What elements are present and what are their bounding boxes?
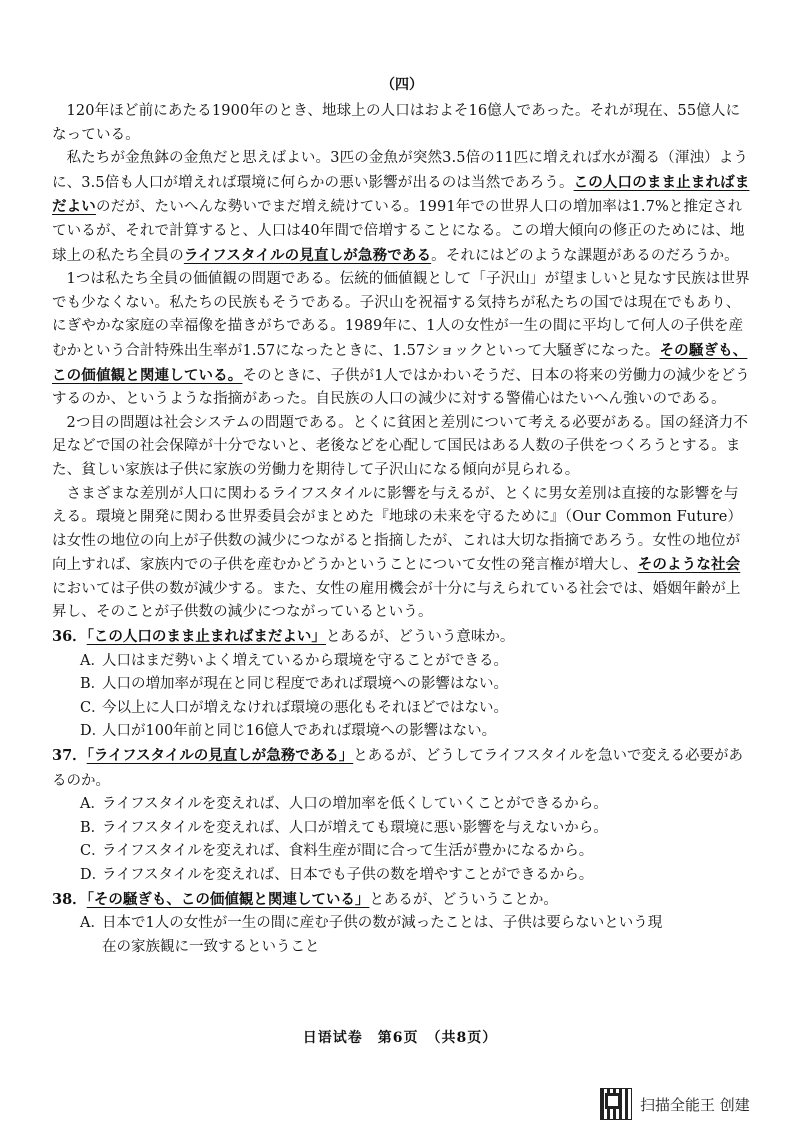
page-footer: 日语试卷 第6页 （共8页） (302, 1030, 498, 1046)
question-text: とあるが、どうしてライフスタイルを急いで変える必要があるのか。 (52, 748, 743, 789)
option-text: ライフスタイルを変えれば、人口の増加率を低くしていくことができるから。 (102, 796, 608, 813)
option-b[interactable] (52, 817, 752, 841)
question-37 (52, 744, 752, 888)
option-c[interactable] (52, 697, 752, 721)
paragraph-3 (52, 268, 752, 412)
paragraph-3-text-b: そのときに、子供が1人ではかわいそうだ、日本の将来の労働力の減少をどうするのか、というような指摘があった。自民族の人口の減少に対する警備心はたいへん強いのである。 (52, 367, 750, 408)
question-text: とあるが、どういう意味か。 (325, 629, 515, 646)
underline-phrase-2: ライフスタイルの見直しが急務である (183, 246, 432, 264)
option-label: A． (80, 652, 105, 669)
option-d[interactable] (52, 864, 752, 888)
underline-phrase-1: この人口のまま止まればまだよい (52, 173, 750, 216)
option-label: C． (80, 843, 106, 860)
option-text: 人口が100年前と同じ16億人であれば環境への影響はない。 (102, 723, 497, 740)
option-a-continued: 在の家族観に一致するということ (102, 938, 320, 955)
question-quote: 「その騒ぎも、この価値観と関連している」 (86, 890, 370, 908)
option-c[interactable] (52, 840, 752, 864)
option-text: 今以上に人口が増えなければ環境の悪化もそれほどではない。 (102, 699, 508, 716)
paragraph-3-text-a: 1つは私たち全員の価値観の問題である。伝統的価値観として「子沢山」が望ましいと見なす民族は世界でも少なくない。私たちの民族もそうである。子沢山を祝福する気持ちが私たちの国では現在でもあり、にぎやかな家庭の幸福像を描きがちである。1989年に、1人の女性が一生の間に平均して何人の子供を産むかという合計特殊出生率が1.57になったときに、1.57ショックといって大騒ぎになった。 (52, 271, 750, 359)
scanner-watermark (600, 1088, 750, 1120)
underline-phrase-3: その騒ぎも、この価値観と関連している。 (52, 341, 748, 384)
question-quote: 「この人口のまま止まればまだよい」 (86, 628, 326, 646)
option-label: C． (80, 699, 106, 716)
question-number: 36． (52, 628, 87, 646)
question-number: 37． (52, 747, 87, 765)
question-38 (52, 888, 752, 960)
section-title: （四） (381, 77, 423, 93)
paragraph-4 (52, 412, 752, 483)
question-text: とあるが、どういうことか。 (369, 891, 558, 908)
option-a[interactable] (52, 650, 752, 674)
question-stem (52, 744, 752, 793)
question-number: 38． (52, 890, 87, 908)
paragraph-2-text-a: 私たちが金魚鉢の金魚だと思えばよい。3匹の金魚が突然3.5倍の11匹に増えれば水が濁る（渾浊）ように、3.5倍も人口が増えれば環境に何らかの悪い影響が出るのは当然であろう。 (52, 150, 749, 191)
qr-code-icon (600, 1088, 632, 1120)
paragraph-2-text-c: 。それにはどのような課題があるのだろうか。 (431, 247, 739, 264)
option-text: ライフスタイルを変えれば、人口が増えても環境に悪い影響を与えないから。 (102, 819, 608, 836)
option-text: ライフスタイルを変えれば、日本でも子供の数を増やすことができるから。 (102, 867, 594, 883)
option-text: 人口はまだ勢いよく増えているから環境を守ることができる。 (102, 652, 508, 669)
paragraph-5 (52, 483, 752, 626)
paragraph-2-text-b: のだが、たいへんな勢いでまだ増え続けている。1991年での世界人口の増加率は1.7%と推定されているが、それで計算すると、人口は40年間で倍増することになる。この増大傾向の修正のためには、地球上の私たち全員の (52, 199, 745, 264)
paragraph-2 (52, 147, 752, 268)
option-a[interactable] (52, 793, 752, 817)
option-label: A． (80, 796, 105, 813)
question-quote: 「ライフスタイルの見直しが急務である」 (86, 747, 354, 765)
option-text: 人口の増加率が現在と同じ程度であれば環境への影響はない。 (102, 676, 508, 693)
watermark-text: 扫描全能王 创建 (640, 1095, 750, 1114)
question-36 (52, 625, 752, 744)
option-a[interactable] (52, 912, 752, 936)
option-label: D． (80, 867, 107, 883)
option-b[interactable] (52, 673, 752, 697)
option-label: B． (80, 819, 106, 836)
underline-phrase-4: そのような社会 (637, 556, 741, 574)
question-stem (52, 888, 752, 913)
option-label: B． (80, 676, 106, 693)
paragraph-4-text: 2つ目の問題は社会システムの問題である。とくに貧困と差別について考える必要がある。国の経済力不足などで国の社会保障が十分でないと、老後などを心配して国民はある人数の子供をつくろうとする。また、貧しい家族は子供に家族の労働力を期待して子沢山になる傾向が見られる。 (52, 414, 749, 478)
option-text: 日本で1人の女性が一生の間に産む子供の数が減ったことは、子供は要らないという現 (102, 915, 663, 932)
option-text: ライフスタイルを変えれば、食料生産が間に合って生活が豊かになるから。 (102, 843, 594, 860)
paragraph-1-text: 120年ほど前にあたる1900年のとき、地球上の人口はおよそ16億人であった。それが現在、55億人になっている。 (52, 103, 741, 143)
option-label: A． (80, 915, 105, 932)
paragraph-1 (52, 100, 752, 147)
exam-page (52, 74, 752, 959)
paragraph-5-text-b: においては子供の数が減少する。また、女性の雇用機会が十分に与えられている社会では、婚姻年齢が上昇し、そのことが子供数の減少につながっているという。 (52, 580, 741, 621)
option-d[interactable] (52, 720, 752, 744)
option-label: D． (80, 723, 107, 740)
paragraph-5-text-a: さまざまな差別が人口に関わるライフスタイルに影響を与えるが、とくに男女差別は直接的な影響を与える。環境と開発に関わる世界委員会がまとめた『地球の未来を守るために』（Our Common Future）は女性の地位の向上が子供数の減少につながると指摘したが、これは大切な指摘であろう。女性の地位が向上すれば、家族内での子供を産むかどうかということについて女性の発言権が増大し、 (52, 485, 743, 574)
question-stem (52, 625, 752, 650)
